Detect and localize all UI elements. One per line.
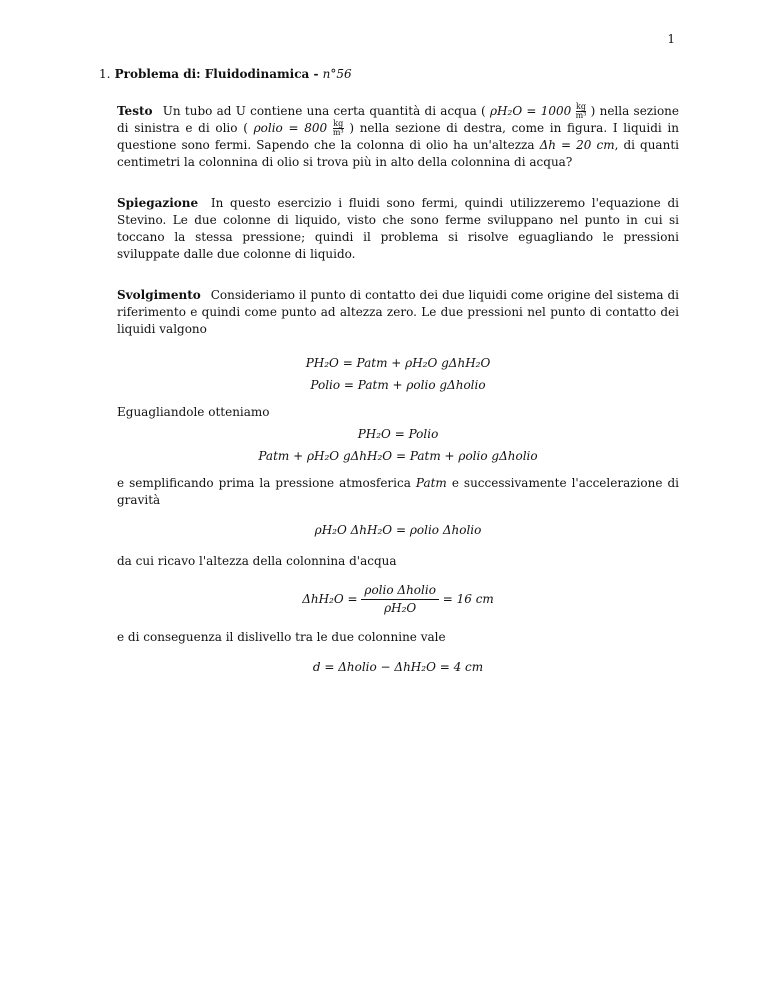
equation-block-difference: [117, 656, 679, 678]
spiegazione-paragraph: [117, 195, 679, 263]
problem-number: n°56: [322, 67, 352, 81]
equation-height-fraction: [361, 582, 439, 617]
testo-text-a: Un tubo ad U contiene una certa quantità di acqua (: [162, 104, 486, 118]
page-content: [99, 66, 680, 686]
svolgimento-label: Svolgimento: [117, 288, 201, 302]
spiegazione-label: Spiegazione: [117, 196, 199, 210]
equation-difference: d = Δholio − ΔhH₂O = 4 cm: [312, 660, 484, 674]
simplifying-text: [117, 475, 679, 509]
problem-title: Problema di: Fluidodinamica -: [114, 67, 323, 81]
testo-label: Testo: [117, 104, 153, 118]
delta-h: Δh = 20 cm: [539, 138, 615, 152]
equation-block-height: [117, 582, 679, 617]
svolgimento-paragraph: [117, 287, 679, 338]
unit-numerator: kg: [575, 102, 586, 111]
equation-pressures-equal: PH₂O = Polio: [357, 427, 439, 441]
testo-paragraph: [117, 103, 679, 171]
equating-text: Eguagliandole otteniamo: [117, 405, 270, 419]
problem-heading: [99, 66, 679, 83]
equation-water-pressure: PH₂O = Patm + ρH₂O gΔhH₂O: [305, 356, 491, 370]
consequence-text: e di conseguenza il dislivello tra le due colonnine vale: [117, 630, 446, 644]
unit-kg-m3: [576, 103, 587, 120]
rho-water: ρH₂O = 1000: [489, 104, 572, 118]
equation-height-rhs: = 16 cm: [442, 592, 494, 606]
problem-list-number: 1.: [99, 67, 111, 81]
equation-simplified: ρH₂O ΔhH₂O = ρolio Δholio: [314, 523, 482, 537]
rho-oil: ρolio = 800: [253, 121, 328, 135]
fraction-numerator: ρolio Δholio: [361, 582, 439, 600]
testo-text-b: ) nella sezione di sinistra e di olio (: [117, 104, 680, 135]
simplifying-text-b: e successivamente l'accelerazione di gravità: [117, 476, 679, 507]
testo-text-c: ) nella sezione di destra, come in figura. I liquidi in questione sono fermi. Sapendo che la colonna di olio ha un'altezza: [117, 121, 679, 152]
equation-block-simplified: [117, 519, 679, 541]
svolgimento-text: Consideriamo il punto di contatto dei due liquidi come origine del sistema di riferimento e quindi come punto ad altezza zero. Le due pressioni nel punto di contatto dei liquidi valgono: [117, 288, 679, 336]
unit-denominator: m³: [575, 111, 587, 120]
patm-symbol: Patm: [415, 476, 447, 490]
equation-height-lhs: ΔhH₂O =: [302, 592, 358, 606]
equation-expanded: Patm + ρH₂O gΔhH₂O = Patm + ρolio gΔholio: [258, 449, 538, 463]
simplifying-text-a: e semplificando prima la pressione atmosferica: [117, 476, 411, 490]
fraction-denominator: ρH₂O: [384, 601, 417, 615]
spiegazione-text: In questo esercizio i fluidi sono fermi, quindi utilizzeremo l'equazione di Stevino. Le due colonne di liquido, visto che sono ferme sviluppano nel punto in cui si toccano la stessa pressione; quindi il problema si risolve eguagliando le pressioni sviluppate dalle due colonne di liquido.: [117, 196, 679, 261]
unit-numerator-oil: kg: [333, 119, 344, 128]
page-number: 1: [667, 32, 675, 46]
equation-oil-pressure: Polio = Patm + ρolio gΔholio: [310, 378, 486, 392]
derive-text: da cui ricavo l'altezza della colonnina d'acqua: [117, 554, 397, 568]
testo-text-d: , di quanti centimetri la colonnina di olio si trova più in alto della colonnina di acqua?: [117, 138, 679, 169]
unit-kg-m3-oil: [333, 120, 344, 137]
equation-block-equal: [117, 423, 679, 467]
unit-denominator-oil: m³: [332, 128, 344, 137]
equation-block-pressures: [117, 352, 679, 396]
